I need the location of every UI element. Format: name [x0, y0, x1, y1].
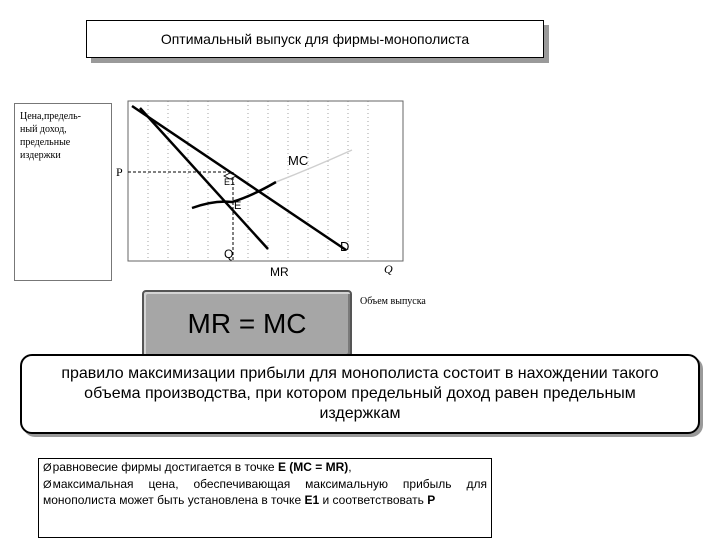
note-2-text: максимальная цена, обеспечивающая максимальную прибыль для монополиста может быть установлена в точке	[43, 476, 487, 507]
note-2-e1: Е1	[304, 493, 320, 507]
note-1-text: равновесие фирмы достигается в точке	[52, 460, 278, 474]
arrow-bullet-icon: Ø	[43, 462, 52, 474]
slide-title: Оптимальный выпуск для фирмы-монополиста	[160, 31, 470, 47]
note-1-suffix: ,	[348, 460, 352, 474]
mr-equals-mc-label: MR = MC	[187, 308, 307, 339]
mr-equals-mc-box	[142, 290, 352, 358]
q-label: Q	[224, 247, 234, 261]
note-2-mid: и соответствовать	[319, 493, 428, 507]
arrow-bullet-icon: Ø	[43, 478, 52, 491]
mr-label: MR	[270, 265, 289, 279]
q-axis-label: Q	[384, 262, 393, 276]
note-2-p: Р	[427, 493, 436, 507]
mc-label: MC	[288, 153, 309, 168]
y-axis-label: Цена,предель- ный доход, предельные издержки	[20, 111, 82, 161]
demand-curve	[132, 106, 346, 250]
note-line-1	[43, 460, 487, 477]
price-label: P	[116, 165, 123, 179]
graph-frame	[128, 101, 403, 261]
marginal-revenue-curve	[140, 108, 268, 249]
e-label: E	[234, 200, 242, 212]
rule-text: правило максимизации прибыли для монополиста состоит в нахождении такого объема производства, при котором предельный доход равен предельным издержкам	[61, 365, 659, 422]
rule-box	[20, 354, 700, 434]
note-1-bold: Е (МС = MR)	[277, 460, 349, 474]
note-line-2	[43, 477, 487, 509]
x-axis-label: Объем выпуска	[360, 296, 426, 307]
e1-label: E1	[224, 177, 236, 187]
notes-box	[38, 458, 492, 538]
demand-label: D	[340, 239, 350, 254]
